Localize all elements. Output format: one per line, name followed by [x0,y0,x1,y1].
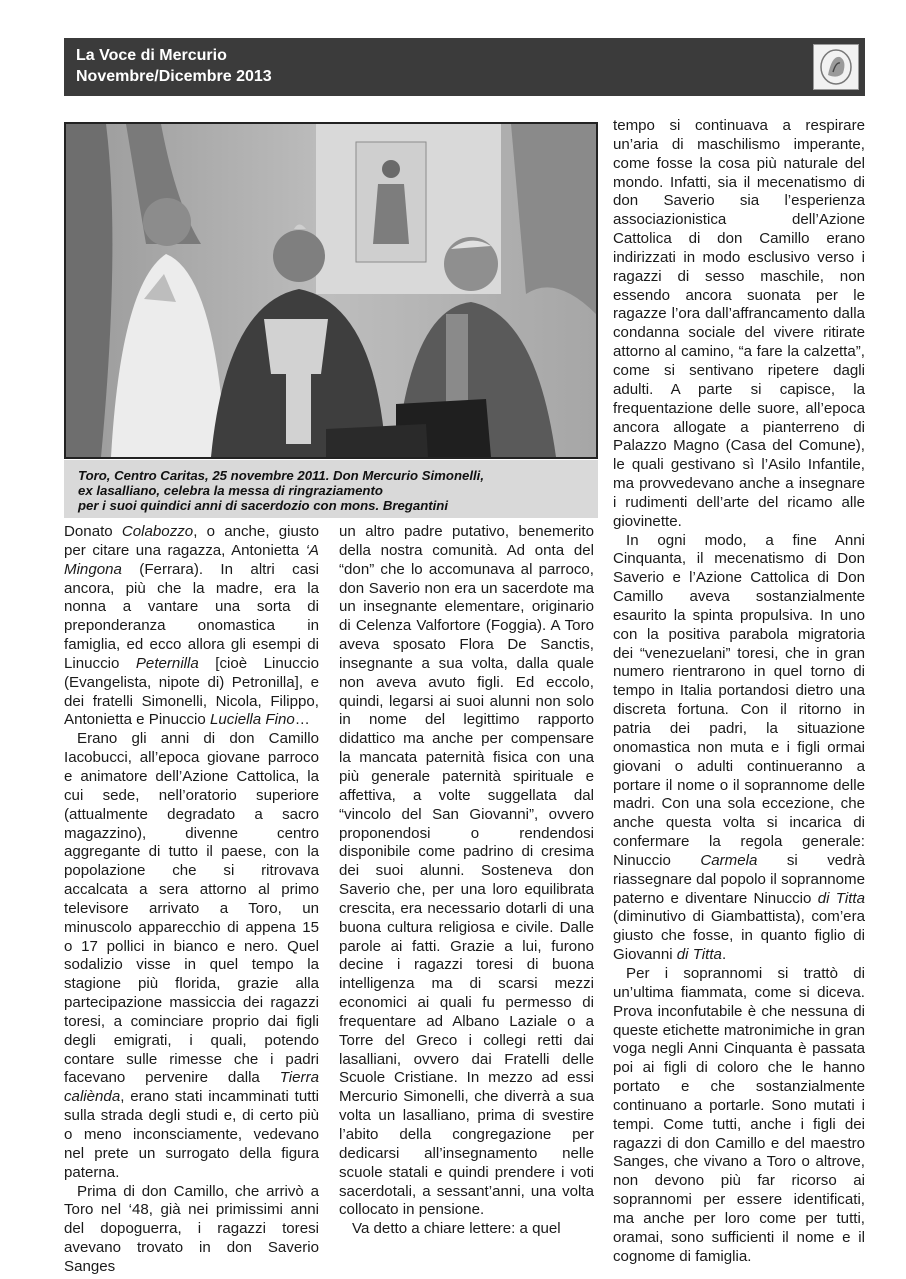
paragraph-text: In ogni modo, a fine Anni Cinquanta, il mecenatismo di Don Saverio e l’Azione Cattolica di Don Camillo aveva sostanzialmente esaurito la spinta propulsiva. In uno con la positiva parabola migratoria dei “venezuelani” toresi, che in gran numero rientrarono in quel torno di tempo in Italia portandosi dietro una discreta fortuna. Con il ritorno in patria dei padri, la situazione onomastica non muta e i figli ormai giovani o adulti continueranno a portare il nome o il soprannome delle madri. Con una sola eccezione, che anche questa volta si incarica di confermare la regola generale: Ninuccio [613,531,865,869]
italic-text: Luciella Fino [210,711,295,729]
article-paragraph [339,523,594,1220]
paragraph-text: Erano gli anni di don Camillo Iacobucci, all’epoca giovane parroco e animatore dell’Azione Cattolica, la cui sede, nell’oratorio superiore (attualmente degradato a sacro magazzino), divenne centro aggregante di tutto il paese, con la popolazione che si ritrovava accalcata a sera attorno al primo televisore arrivato a Toro, un minuscolo apparecchio di appena 15 o 17 pollici in bianco e nero. Quel sodalizio visse in quel tempo la stagione più florida, grazie alla partecipazione massiccia dei ragazzi toresi, a cominciare proprio dai figli degli emigrati, i quali, potendo contare sulle rimesse che i padri facevano pervenire dalla [64,730,319,1087]
paragraph-text: si vedrà riassegnare dal popolo il soprannome paterno e diventare Ninuccio [613,851,866,907]
caption-line: per i suoi quindici anni di sacerdozio con mons. Bregantini [78,498,449,513]
mass-photo [64,122,598,459]
page-header [64,38,865,96]
article-paragraph [64,1183,319,1277]
paragraph-text: [cioè Linuccio (Evangelista, nipote di) Petronilla], e dei fratelli Simonelli, Nicola, Filippo, Antonietta e Pinuccio [64,654,319,729]
paragraph-text: . [721,946,727,964]
italic-text: di Titta [676,946,722,964]
article-column-2 [339,523,594,1239]
publication-title: La Voce di Mercurio [76,47,227,64]
italic-text: Colabozzo [121,523,194,540]
caption-line: Toro, Centro Caritas, 25 novembre 2011. Don Mercurio Simonelli, [78,468,484,483]
paragraph-text: Va detto a chiare lettere: a quel [352,1220,561,1238]
article-paragraph [64,730,319,1182]
paragraph-text: Donato [64,523,122,540]
paragraph-text: (Ferrara). In altri casi ancora, più che la madre, era la nonna a vantare una sorta di preponderanza onomastica in famiglia, ed ecco allora gli esempi di Linuccio [64,560,319,672]
italic-text: di Titta [817,889,865,907]
paragraph-text: , o anche, giusto per citare una ragazza, Antonietta [64,523,319,559]
italic-text: ‘A Mingona [64,541,319,578]
italic-text: Tierra caliènda [64,1069,319,1106]
article-paragraph [613,117,865,532]
article-paragraph [339,1220,594,1239]
paragraph-text: tempo si continuava a respirare un’aria di maschilismo imperante, come fosse la cosa più naturale del mondo. Infatti, sia il mecenatismo di don Saverio sia l’esperienza associazionistica dell’Azione Cattolica di don Camillo erano indirizzati in modo esclusivo verso i ragazzi di sesso maschile, non essendo ancora suonata per le ragazze l’ora dall’affrancamento dalla condanna sociale del vivere ritirate attorno al camino, “a fare la calzetta”, come si sentivano ripetere dagli adulti. A parte si capisce, la frequentazione delle suore, all’epoca ancora allogate a pianterreno di Palazzo Magno (Casa del Comune), le quali gestivano sì l’Asilo Infantile, ma provvedevano anche a insegnare i rudimenti dell’arte del ricamo alle giovinette. [613,117,865,530]
shell-logo-icon [813,44,859,90]
article-paragraph [613,532,865,965]
paragraph-text: un altro padre putativo, benemerito della nostra comunità. Ad onta del “don” che lo accomunava al parroco, don Saverio non era un sacerdote ma un insegnante elementare, originario di Celenza Valfortore (Foggia). A Toro aveva sposato Flora De Sanctis, insegnante a sua volta, dalla quale non aveva avuto figli. Ed eccolo, quindi, legarsi ai suoi alunni non solo in nome del legittimo rapporto didattico ma anche per compensare la mancata paternità fisica con una più generale paternità spirituale e affettiva, a volte suggellata dal “vincolo del San Giovanni”, ovvero proponendosi o rendendosi disponibile come padrino di cresima dei suoi alunni. Sosteneva don Saverio che, per una loro equilibrata crescita, era necessario dotarli di una buona cultura religiosa e civile. Dalle parole ai fatti. Grazie a lui, furono decine i ragazzi toresi di buona intelligenza ma di scarsi mezzi economici ai quali fu permesso di frequentare ad Albano Laziale o a Torre del Greco i collegi retti dai lasalliani, ovvero dai Fratelli delle Scuole Cristiane. In mezzo ad essi Mercurio Simonelli, che diverrà a sua volta un lasalliano, prima di svestire l’abito della congregazione per dedicarsi all’insegnamento nelle scuole statali e quindi prendere i voti sacerdotali, a sessant’anni, una volta collocato in pensione. [339,523,594,1219]
paragraph-text: , erano stati incamminati tutti sulla strada degli studi e, di certo più o meno inconsciamente, vedevano nel prete un surrogato della figura paterna. [64,1088,319,1181]
article-paragraph [613,965,865,1267]
paragraph-text: Per i soprannomi si trattò di un’ultima fiammata, come si diceva. Prova inconfutabile è che nessuna di queste etichette matronimiche in gran voga negli Anni Cinquanta è passata poi ai figli di coloro che le hanno portato e che sostanzialmente continuano a portarle. Sono mutati i tempi. Come tutti, anche i figli dei ragazzi di don Camillo e del maestro Sanges, che vivano a Toro o altrove, non devono più far ricorso ai soprannomi per essere identificati, ma anche per loro come per tutti, oramai, sono sufficienti il nome e il cognome di famiglia. [613,964,865,1265]
caption-line: ex lasalliano, celebra la messa di ringraziamento [78,483,383,498]
article-column-1 [64,523,319,1277]
photo-caption [64,460,598,518]
paragraph-text: (diminutivo di Giambattista), com’era giusto che fosse, in quanto figlio di Giovanni [613,908,865,964]
italic-text: Carmela [700,851,758,869]
issue-date: Novembre/Dicembre 2013 [76,68,272,85]
paragraph-text: … [294,711,310,729]
italic-text: Peternilla [135,654,199,672]
article-paragraph [64,523,319,730]
paragraph-text: Prima di don Camillo, che arrivò a Toro nel ‘48, già nei primissimi anni del dopoguerra, i ragazzi toresi avevano trovato in don Saverio Sanges [64,1182,319,1275]
article-column-3 [613,117,865,1266]
